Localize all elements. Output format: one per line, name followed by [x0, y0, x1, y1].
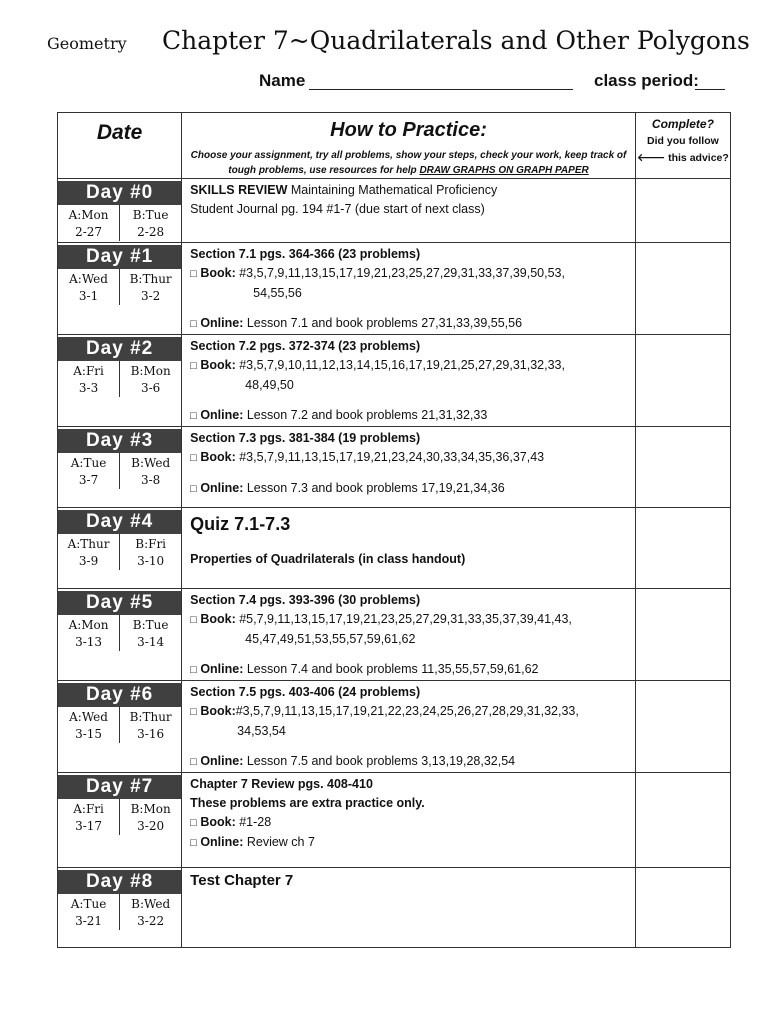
online-problems: Lesson 7.2 and book problems 21,31,32,33 — [243, 408, 488, 422]
book-label: Book: — [200, 450, 236, 464]
page-title: Chapter 7~Quadrilaterals and Other Polygons — [162, 26, 750, 55]
online-problems: Lesson 7.4 and book problems 11,35,55,57,59,61,62 — [243, 662, 539, 676]
checkbox-icon[interactable]: □ — [190, 706, 197, 718]
day-banner: Day #1 — [58, 245, 181, 269]
day-cell — [58, 868, 182, 948]
book-problems-cont: 48,49,50 — [245, 378, 294, 392]
day-dates — [58, 799, 181, 835]
online-label: Online: — [200, 754, 244, 768]
a-day-label: A:Tue — [70, 897, 107, 911]
day-cell — [58, 335, 182, 427]
b-day — [120, 894, 181, 930]
assignment-cell — [182, 335, 636, 427]
test-heading: Test Chapter 7 — [190, 872, 294, 889]
b-day-date: 3-22 — [137, 914, 165, 928]
section-heading: Chapter 7 Review pgs. 408-410 — [190, 777, 373, 791]
checkbox-icon[interactable]: □ — [190, 360, 197, 372]
day-dates — [58, 361, 181, 397]
table-row — [58, 335, 731, 427]
table-row — [58, 427, 731, 508]
checkbox-icon[interactable]: □ — [190, 452, 197, 464]
b-day — [120, 453, 181, 489]
skills-review-topic: Maintaining Mathematical Proficiency — [287, 183, 498, 197]
a-day — [58, 269, 120, 305]
quiz-heading: Quiz 7.1-7.3 — [190, 514, 291, 534]
a-day — [58, 799, 120, 835]
day-banner: Day #6 — [58, 683, 181, 707]
how-note-3: DRAW GRAPHS ON GRAPH PAPER — [419, 165, 589, 176]
day-dates — [58, 269, 181, 305]
a-day-date: 3-15 — [75, 727, 103, 741]
b-day-label: B:Tue — [132, 208, 169, 222]
online-label: Online: — [200, 316, 244, 330]
day-dates — [58, 894, 181, 930]
assignment-cell — [182, 681, 636, 773]
a-day-label: A:Tue — [70, 456, 107, 470]
name-row — [259, 71, 729, 93]
skills-review-label: SKILLS REVIEW — [190, 183, 288, 197]
day-banner: Day #2 — [58, 337, 181, 361]
table-row — [58, 681, 731, 773]
b-day-date: 3-2 — [140, 289, 161, 303]
day-cell — [58, 589, 182, 681]
a-day-label: A:Mon — [68, 618, 109, 632]
b-day-label: B:Wed — [131, 456, 171, 470]
book-label: Book: — [200, 704, 236, 718]
a-day-label: A:Fri — [73, 802, 104, 816]
online-label: Online: — [200, 408, 244, 422]
online-problems: Lesson 7.5 and book problems 3,13,19,28,32,54 — [243, 754, 516, 768]
checkbox-icon[interactable]: □ — [190, 410, 197, 422]
a-day-label: A:Wed — [69, 272, 108, 286]
b-day-label: B:Thur — [129, 710, 172, 724]
subject-label: Geometry — [47, 34, 127, 53]
b-day-label: B:Wed — [131, 897, 171, 911]
complete-sub-2-text: this advice? — [668, 152, 729, 164]
a-day — [58, 707, 120, 743]
a-day-label: A:Fri — [73, 364, 104, 378]
online-problems: Lesson 7.1 and book problems 27,31,33,39,55,56 — [243, 316, 523, 330]
checkbox-icon[interactable]: □ — [190, 756, 197, 768]
complete-cell[interactable] — [635, 508, 730, 589]
b-day-date: 2-28 — [137, 225, 165, 239]
day-banner: Day #0 — [58, 181, 181, 205]
book-problems: #3,5,7,9,11,13,15,17,19,21,22,23,24,25,26,27,28,29,31,32,33, — [235, 704, 579, 718]
name-label: Name — [259, 71, 306, 90]
complete-sub-1: Did you follow — [647, 135, 719, 147]
name-field[interactable] — [309, 89, 573, 90]
book-problems: #3,5,7,9,11,13,15,17,19,21,23,24,30,33,34,35,36,37,43 — [235, 450, 545, 464]
day-banner: Day #8 — [58, 870, 181, 894]
quiz-description: Properties of Quadrilaterals (in class handout) — [190, 552, 466, 566]
section-heading: Section 7.5 pgs. 403-406 (24 problems) — [190, 685, 421, 699]
table-header-row — [58, 113, 731, 179]
a-day-date: 3-9 — [78, 554, 99, 568]
how-title: How to Practice: — [330, 119, 487, 141]
b-day-date: 3-6 — [140, 381, 161, 395]
b-day-date: 3-20 — [137, 819, 165, 833]
checkbox-icon[interactable]: □ — [190, 837, 197, 849]
checkbox-icon[interactable]: □ — [190, 664, 197, 676]
b-day-date: 3-8 — [140, 473, 161, 487]
table-row — [58, 508, 731, 589]
period-field[interactable] — [695, 89, 725, 90]
complete-cell[interactable] — [635, 335, 730, 427]
section-heading: Section 7.4 pgs. 393-396 (30 problems) — [190, 593, 421, 607]
b-day — [120, 269, 181, 305]
b-day — [120, 707, 181, 743]
online-label: Online: — [200, 835, 244, 849]
checkbox-icon[interactable]: □ — [190, 318, 197, 330]
complete-cell[interactable] — [635, 589, 730, 681]
book-problems-cont: 34,53,54 — [237, 724, 286, 738]
a-day-date: 3-13 — [75, 635, 103, 649]
assignment-cell — [182, 427, 636, 508]
day-cell — [58, 681, 182, 773]
a-day — [58, 894, 120, 930]
day-cell — [58, 427, 182, 508]
skills-review-assignment: Student Journal pg. 194 #1-7 (due start of next class) — [190, 202, 485, 216]
complete-title: Complete? — [651, 117, 714, 131]
b-day — [120, 361, 181, 397]
b-day-label: B:Fri — [135, 537, 167, 551]
day-banner: Day #4 — [58, 510, 181, 534]
a-day — [58, 615, 120, 651]
complete-header — [635, 113, 730, 179]
table-row — [58, 773, 731, 868]
online-label: Online: — [200, 662, 244, 676]
book-problems-cont: 54,55,56 — [253, 286, 302, 300]
assignment-cell — [182, 179, 636, 243]
b-day-date: 3-14 — [137, 635, 165, 649]
checkbox-icon[interactable]: □ — [190, 483, 197, 495]
b-day-label: B:Tue — [132, 618, 169, 632]
checkbox-icon[interactable]: □ — [190, 614, 197, 626]
left-arrow-icon: 🡐 — [637, 152, 666, 164]
b-day — [120, 534, 181, 570]
how-header — [182, 113, 636, 179]
checkbox-icon[interactable]: □ — [190, 817, 197, 829]
table-row — [58, 179, 731, 243]
table-row — [58, 243, 731, 335]
a-day — [58, 534, 120, 570]
complete-cell[interactable] — [635, 773, 730, 868]
b-day — [120, 615, 181, 651]
a-day-date: 3-1 — [78, 289, 99, 303]
book-problems-cont: 45,47,49,51,53,55,57,59,61,62 — [245, 632, 416, 646]
date-header: Date — [58, 113, 182, 179]
complete-cell[interactable] — [635, 868, 730, 948]
day-cell — [58, 773, 182, 868]
complete-sub-2 — [636, 150, 730, 167]
how-instructions — [188, 148, 629, 178]
day-dates — [58, 453, 181, 489]
book-problems: #3,5,7,9,10,11,12,13,14,15,16,17,19,21,25,27,29,31,32,33, — [235, 358, 565, 372]
b-day — [120, 799, 181, 835]
b-day — [120, 205, 181, 241]
day-dates — [58, 534, 181, 570]
complete-cell[interactable] — [635, 427, 730, 508]
day-cell — [58, 179, 182, 243]
complete-cell[interactable] — [635, 243, 730, 335]
complete-cell[interactable] — [635, 179, 730, 243]
period-label: class period: — [594, 71, 699, 90]
day-dates — [58, 707, 181, 743]
complete-cell[interactable] — [635, 681, 730, 773]
book-label: Book: — [200, 358, 236, 372]
how-note-2: track of tough problems, use resources for help — [228, 150, 627, 176]
book-problems: #3,5,7,9,11,13,15,17,19,21,23,25,27,29,31,33,37,39,50,53, — [235, 266, 565, 280]
checkbox-icon[interactable]: □ — [190, 268, 197, 280]
assignment-cell — [182, 589, 636, 681]
b-day-label: B:Mon — [130, 364, 171, 378]
a-day — [58, 453, 120, 489]
extra-practice-note: These problems are extra practice only. — [190, 796, 425, 810]
online-label: Online: — [200, 481, 244, 495]
section-heading: Section 7.2 pgs. 372-374 (23 problems) — [190, 339, 421, 353]
section-heading: Section 7.3 pgs. 381-384 (19 problems) — [190, 431, 421, 445]
day-dates — [58, 205, 181, 241]
online-problems: Review ch 7 — [243, 835, 315, 849]
book-problems: #5,7,9,11,13,15,17,19,21,23,25,27,29,31,33,35,37,39,41,43, — [235, 612, 572, 626]
how-note-1: Choose your assignment, try all problems, show your steps, check your work, keep — [190, 150, 588, 161]
book-label: Book: — [200, 612, 236, 626]
a-day-date: 3-17 — [75, 819, 103, 833]
assignment-cell — [182, 243, 636, 335]
a-day-date: 3-3 — [78, 381, 99, 395]
online-problems: Lesson 7.3 and book problems 17,19,21,34,36 — [243, 481, 505, 495]
assignment-cell — [182, 868, 636, 948]
a-day-date: 3-21 — [75, 914, 103, 928]
assignment-cell — [182, 773, 636, 868]
day-banner: Day #7 — [58, 775, 181, 799]
a-day — [58, 361, 120, 397]
book-problems: #1-28 — [235, 815, 272, 829]
b-day-date: 3-10 — [137, 554, 165, 568]
table-row — [58, 868, 731, 948]
day-banner: Day #3 — [58, 429, 181, 453]
practice-table — [57, 112, 731, 948]
a-day-date: 2-27 — [75, 225, 103, 239]
book-label: Book: — [200, 266, 236, 280]
day-cell — [58, 508, 182, 589]
day-cell — [58, 243, 182, 335]
day-banner: Day #5 — [58, 591, 181, 615]
a-day-label: A:Thur — [67, 537, 110, 551]
b-day-date: 3-16 — [137, 727, 165, 741]
assignment-cell — [182, 508, 636, 589]
b-day-label: B:Mon — [130, 802, 171, 816]
b-day-label: B:Thur — [129, 272, 172, 286]
a-day-label: A:Mon — [68, 208, 109, 222]
day-dates — [58, 615, 181, 651]
table-row — [58, 589, 731, 681]
a-day-date: 3-7 — [78, 473, 99, 487]
a-day — [58, 205, 120, 241]
book-label: Book: — [200, 815, 236, 829]
a-day-label: A:Wed — [69, 710, 108, 724]
section-heading: Section 7.1 pgs. 364-366 (23 problems) — [190, 247, 421, 261]
